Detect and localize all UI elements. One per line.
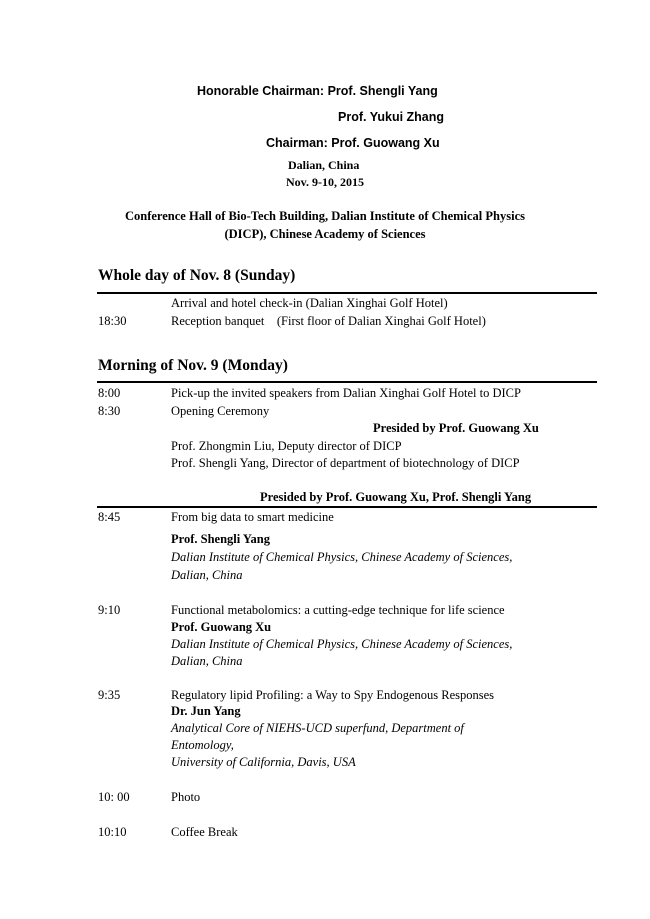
section-rule [97,292,597,294]
break-item-photo: Photo [171,790,201,804]
section-rule [97,381,597,383]
talk-speaker: Dr. Jun Yang [171,704,241,718]
schedule-row: Opening Ceremony [171,404,270,418]
honorable-chairman: Honorable Chairman: Prof. Shengli Yang [197,84,438,98]
talk-affiliation: Analytical Core of NIEHS-UCD superfund, Department of [171,721,464,735]
talk-affiliation: Dalian Institute of Chemical Physics, Chinese Academy of Sciences, [171,550,513,564]
talk-affiliation: Dalian, China [171,568,243,582]
schedule-time: 8:30 [98,404,121,418]
break-time: 10: 00 [98,790,130,804]
talk-affiliation: University of California, Davis, USA [171,755,356,769]
schedule-time: 8:00 [98,386,121,400]
honorable-chairman-2: Prof. Yukui Zhang [338,110,445,124]
venue [100,207,550,243]
break-time: 10:10 [98,825,127,839]
opening-speaker: Prof. Zhongmin Liu, Deputy director of DICP [171,439,402,453]
talk-speaker: Prof. Guowang Xu [171,620,272,634]
talk-time: 8:45 [98,510,121,524]
break-item-coffee: Coffee Break [171,825,238,839]
presided-by-1: Presided by Prof. Guowang Xu [373,421,539,435]
section-rule [97,506,597,508]
section-title-nov8: Whole day of Nov. 8 (Sunday) [98,267,296,284]
opening-speaker: Prof. Shengli Yang, Director of department of biotechnology of DICP [171,456,520,470]
talk-title: Functional metabolomics: a cutting-edge technique for life science [171,603,505,617]
schedule-time: 18:30 [98,314,127,328]
talk-speaker: Prof. Shengli Yang [171,532,270,546]
talk-affiliation: Entomology, [171,738,234,752]
chairman: Chairman: Prof. Guowang Xu [266,136,440,150]
section-title-nov9: Morning of Nov. 9 (Monday) [98,357,288,374]
talk-time: 9:10 [98,603,121,617]
venue-line-2: (DICP), Chinese Academy of Sciences [224,227,426,241]
schedule-row: Pick-up the invited speakers from Dalian Xinghai Golf Hotel to DICP [171,386,521,400]
talk-time: 9:35 [98,688,121,702]
schedule-row: Reception banquet (First floor of Dalian Xinghai Golf Hotel) [171,314,486,328]
talk-affiliation: Dalian Institute of Chemical Physics, Chinese Academy of Sciences, [171,637,513,651]
talk-title: Regulatory lipid Profiling: a Way to Spy Endogenous Responses [171,688,495,702]
dates: Nov. 9-10, 2015 [286,175,364,189]
schedule-row: Arrival and hotel check-in (Dalian Xinghai Golf Hotel) [171,296,448,310]
talk-affiliation: Dalian, China [171,654,243,668]
location: Dalian, China [288,158,360,172]
presided-by-2: Presided by Prof. Guowang Xu, Prof. Shengli Yang [260,490,532,504]
talk-title: From big data to smart medicine [171,510,334,524]
venue-line-1: Conference Hall of Bio-Tech Building, Dalian Institute of Chemical Physics [124,209,525,223]
